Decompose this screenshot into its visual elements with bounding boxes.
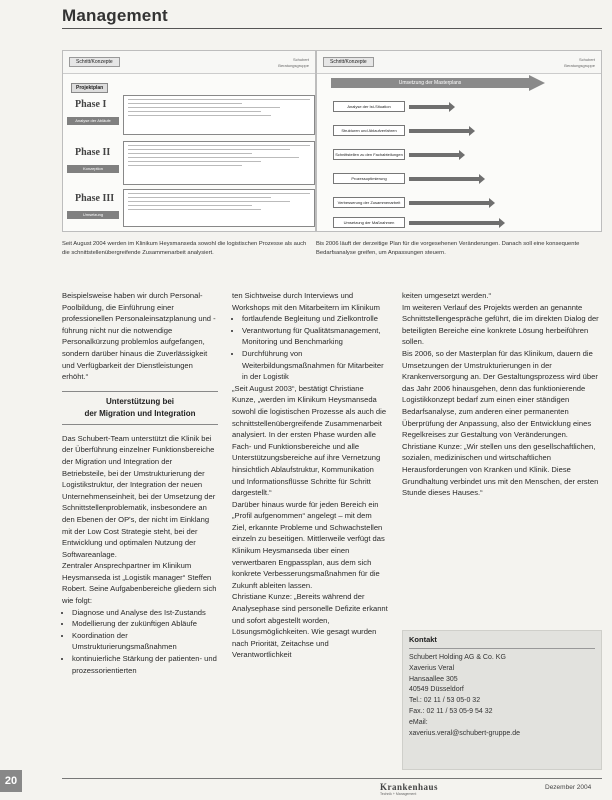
paragraph: Zentraler Ansprechpartner im Klinikum Heysmanseda ist „Logistik manager“ Steffen Robert. Seine Aufgabenbereiche gliedern sich wie folgt: xyxy=(62,561,217,606)
list-item: • Durchführung von Weiterbildungsmaßnahmen für Mitarbeiter in der Logistik xyxy=(242,348,388,383)
divider xyxy=(62,391,218,392)
roadmap-bar: Umsetzung der Masterplans xyxy=(331,78,529,88)
title-rule xyxy=(62,28,602,29)
subheading: Unterstützung bei der Migration und Integration xyxy=(84,396,196,418)
roadmap-row: Prozessoptimierung xyxy=(333,173,405,184)
footer-rule xyxy=(62,778,602,779)
roadmap-row: Schnittstellen zu den Fachabteilungen xyxy=(333,149,405,160)
list-item: • Diagnose und Analyse des Ist-Zustands xyxy=(72,607,218,619)
list-item: • Modellierung der zukünftigen Abläufe xyxy=(72,618,218,630)
phase-2-box xyxy=(123,141,315,185)
contact-box xyxy=(402,630,602,770)
phase-1-tag: Analyse der Abläufe xyxy=(67,117,119,125)
list-item: • Verantwortung für Qualitätsmanagement, Monitoring und Benchmarking xyxy=(242,325,388,348)
contact-city: 40549 Düsseldorf xyxy=(409,686,464,694)
article-column-1 xyxy=(62,290,218,676)
page-number: 20 xyxy=(0,770,22,792)
phase-1-box xyxy=(123,95,315,135)
caption-right: Bis 2006 läuft der derzeitige Plan für die vorgesehenen Veränderungen. Danach soll eine konsequente Bedarfsanalyse greifen, um Anpassungen steuern. xyxy=(316,241,580,256)
divider xyxy=(62,424,218,425)
magazine-logo: Krankenhaus xyxy=(380,782,439,792)
contact-fax: Fax.: 02 11 / 53 05-9 54 32 xyxy=(409,707,493,715)
contact-email-label: eMail: xyxy=(409,718,428,726)
roadmap-row-arrow-icon xyxy=(409,153,459,157)
roadmap-row-arrow-icon xyxy=(409,201,489,205)
roadmap-row-arrow-icon xyxy=(409,105,449,109)
bullet-list xyxy=(232,313,388,383)
phase-1-name: Phase I xyxy=(75,99,107,110)
caption-left: Seit August 2004 werden im Klinikum Heysmanseda sowohl die logistischen Prozesse als auch die schnittstellenübergreifende Zusammenarbeit analysiert. xyxy=(62,241,307,256)
paragraph: „Seit August 2003“, bestätigt Christiane Kunze, „werden im Klinikum Heysmanseda sowohl die logistischen Prozesse als auch die schnittstellenübergreifende Zusammenarbeit analysiert. In der ersten Phase wurden alle Fach- und Funktionsbereiche und alle Unterstützungsbereiche auf ihre Vernetzung hinsichtlich Ablaufstruktur, Kommunikation und Informationsflüsse Schritte für Schritt dargestellt.“ xyxy=(232,383,387,498)
paragraph: keiten umgesetzt werden.“ xyxy=(402,291,492,300)
issue-date: Dezember 2004 xyxy=(545,784,592,791)
phase-3-box xyxy=(123,189,315,227)
roadmap-row: Analyse der Ist-Situation xyxy=(333,101,405,112)
section-title: Management xyxy=(62,6,168,25)
paragraph: Christiane Kunze: „Wir stellen uns den gesellschaftlichen, sozialen, medizinischen und wirtschaftlichen Herausforderungen von Kranken und Klinik. Diese Grundhaltung verbindet uns mit den Menschen, der ersten Stunde dieses Hauses.“ xyxy=(402,441,599,498)
brand-logo: Schubert Beratungsgruppe xyxy=(278,57,309,68)
contact-email-link[interactable]: xaverius.veral@schubert-gruppe.de xyxy=(409,729,520,737)
bullet-list xyxy=(62,607,218,677)
paragraph: Bis 2006, so der Masterplan für das Klinikum, dauern die Umsetzungen der Umstrukturierungen in der Krankenversorgung an. Der Gestaltungsprozess wird über das Jahr 2006 hinausgehen, denn das funktionierende Logistikkonzept bedarf zum einen einer ständigen Bedarfsanalyse, zum anderen einer permanenten Überprüfung der Anpassung, also der Entwicklung eines Regelkreises zur Gestaltung von Veränderungen. xyxy=(402,348,598,440)
paragraph: Im weiteren Verlauf des Projekts werden an genannte Schnittstellengespräche geführt, die im direkten Dialog der beteiligten Bereiche eine konkrete Lösung herbeiführen sollen. xyxy=(402,302,599,347)
roadmap-row: Verbesserung der Zusammenarbeit xyxy=(333,197,405,208)
figure-project-plan xyxy=(62,50,316,232)
list-item: • Koordination der Umstrukturierungsmaßnahmen xyxy=(72,630,218,653)
paragraph: ten Sichtweise durch Interviews und Workshops mit den Mitarbeitern im Klinikum xyxy=(232,291,380,312)
phase-3-tag: Umsetzung xyxy=(67,211,119,219)
contact-company: Schubert Holding AG & Co. KG xyxy=(409,654,506,661)
figure-tab: Schritt/Konzepte xyxy=(69,57,120,67)
roadmap-row-arrow-icon xyxy=(409,221,499,225)
magazine-subtitle: Technik + Management xyxy=(380,792,417,796)
list-item: • fortlaufende Begleitung und Zielkontrolle xyxy=(242,313,388,325)
phase-2-name: Phase II xyxy=(75,147,111,158)
roadmap-row-arrow-icon xyxy=(409,177,479,181)
paragraph: Das Schubert-Team unterstützt die Klinik bei der Überführung einzelner Funktionsbereiche der Migration und Integration der Betriebsteile, bei der Umstrukturierung der Logistikstruktur, der Integration der neuen Unternehmenseinheit, bei der Umsetzung der Schnittstellenproblematik, insbesondere an den Ebenen der OP's, der nicht im Einklang mit der Low Cost Strategie steht, bei der Entwicklung und optimalen Nutzung der Softwareanlage. xyxy=(62,433,216,559)
contact-person: Xaverius Veral xyxy=(409,664,455,672)
figure-tab: Schritt/Konzepte xyxy=(323,57,374,67)
roadmap-row: Umsetzung der Maßnahmen xyxy=(333,217,405,228)
figure-header xyxy=(317,51,601,74)
brand-logo: Schubert Beratungsgruppe xyxy=(564,57,595,68)
paragraph: Darüber hinaus wurde für jeden Bereich ein „Profil aufgenommen“ angelegt – mit dem Ziel, erkannte Probleme und Schwachstellen einzeln zu beseitigen. Mittlerweile verfügt das Klinikum Heysmanseda über einen verwertbaren Engpassplan, aus dem sich konkrete Verbesserungsmaßnahmen für die Zukunft ableiten lassen. xyxy=(232,499,385,590)
list-item: • kontinuierliche Stärkung der patienten- und prozessorientierten xyxy=(72,653,218,676)
contact-phone: Tel.: 02 11 / 53 05-0 32 xyxy=(409,697,481,705)
article-column-2 xyxy=(232,290,388,661)
contact-details xyxy=(403,649,601,743)
paragraph: Beispielsweise haben wir durch Personal- Poolbildung, die Einführung einer professionellen Personaleinsatzplanung und -führung nicht nur die notwendige Personalkürzung problemlos aufgefangen, sondern darüber hinaus die Zuverlässigkeit und Verfügbarkeit der Dienstleistungen erhöht.“ xyxy=(62,291,216,382)
phase-2-tag: Konzeption xyxy=(67,165,119,173)
contact-title: Kontakt xyxy=(409,635,437,644)
contact-street: Hansaallee 305 xyxy=(409,675,458,683)
roadmap-row-arrow-icon xyxy=(409,129,469,133)
paragraph: Christiane Kunze: „Bereits während der Analysephase sind personelle Defizite erkannt und sofort abgestellt worden, Lösungsmöglichkeiten. Wie gesagt wurden nach Priorität, Zeitachse und Verantwortlichkeit xyxy=(232,592,388,660)
figure-roadmap xyxy=(316,50,602,232)
roadmap-row: Strukturen und Ablaufverfahren xyxy=(333,125,405,136)
article-column-3 xyxy=(402,290,600,499)
figure-header xyxy=(63,51,315,74)
roadmap-arrow-icon xyxy=(529,75,545,91)
project-plan-label: Projektplan xyxy=(71,83,108,93)
phase-3-name: Phase III xyxy=(75,193,115,204)
